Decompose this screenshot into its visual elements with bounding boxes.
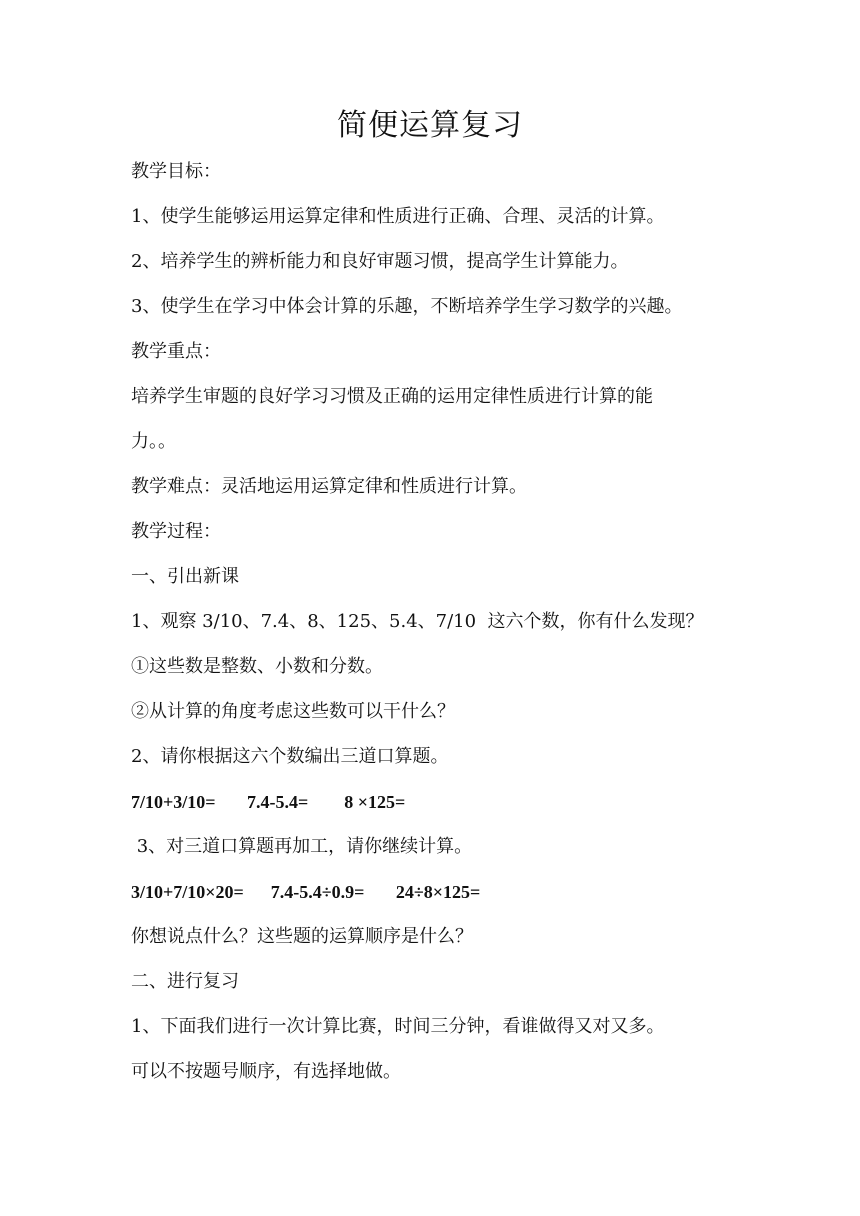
subsection-heading-review: 二、进行复习 [131,971,239,992]
oral-calculation-row: 7/10+3/10= 7.4-5.4= 8 ×125= [131,792,406,812]
goal-item-2: 2、培养学生的辨析能力和良好审题习惯，提高学生计算能力。 [131,251,629,272]
section-heading-process: 教学过程： [131,521,221,542]
goal-item-1: 1、使学生能够运用运算定律和性质进行正确、合理、灵活的计算。 [131,206,665,227]
key-point-text: 培养学生审题的良好学习习惯及正确的运用定律性质进行计算的能 [131,386,653,407]
extended-calculation-row: 3/10+7/10×20= 7.4-5.4÷0.9= 24÷8×125= [131,882,481,902]
intro-answer-2: ②从计算的角度考虑这些数可以干什么？ [131,701,455,722]
intro-item-2: 2、请你根据这六个数编出三道口算题。 [131,746,449,767]
subsection-heading-intro: 一、引出新课 [131,566,239,587]
review-item-1-continued: 可以不按题号顺序，有选择地做。 [131,1061,401,1082]
intro-item-1: 1、观察 3/10、7.4、8、125、5.4、7/10 这六个数，你有什么发现？ [131,611,704,632]
review-item-1: 1、下面我们进行一次计算比赛，时间三分钟，看谁做得又对又多。 [131,1016,665,1037]
discussion-question: 你想说点什么？这些题的运算顺序是什么？ [131,926,473,947]
difficult-point-text: 教学难点：灵活地运用运算定律和性质进行计算。 [131,476,527,497]
document-title: 简便运算复习 [337,108,523,143]
intro-answer-1: ①这些数是整数、小数和分数。 [131,656,383,677]
section-heading-key-points: 教学重点： [131,341,221,362]
section-heading-goals: 教学目标： [131,161,221,182]
key-point-text-continued: 力。。 [131,431,176,452]
intro-item-3: 3、对三道口算题再加工，请你继续计算。 [131,836,473,857]
goal-item-3: 3、使学生在学习中体会计算的乐趣，不断培养学生学习数学的兴趣。 [131,296,683,317]
